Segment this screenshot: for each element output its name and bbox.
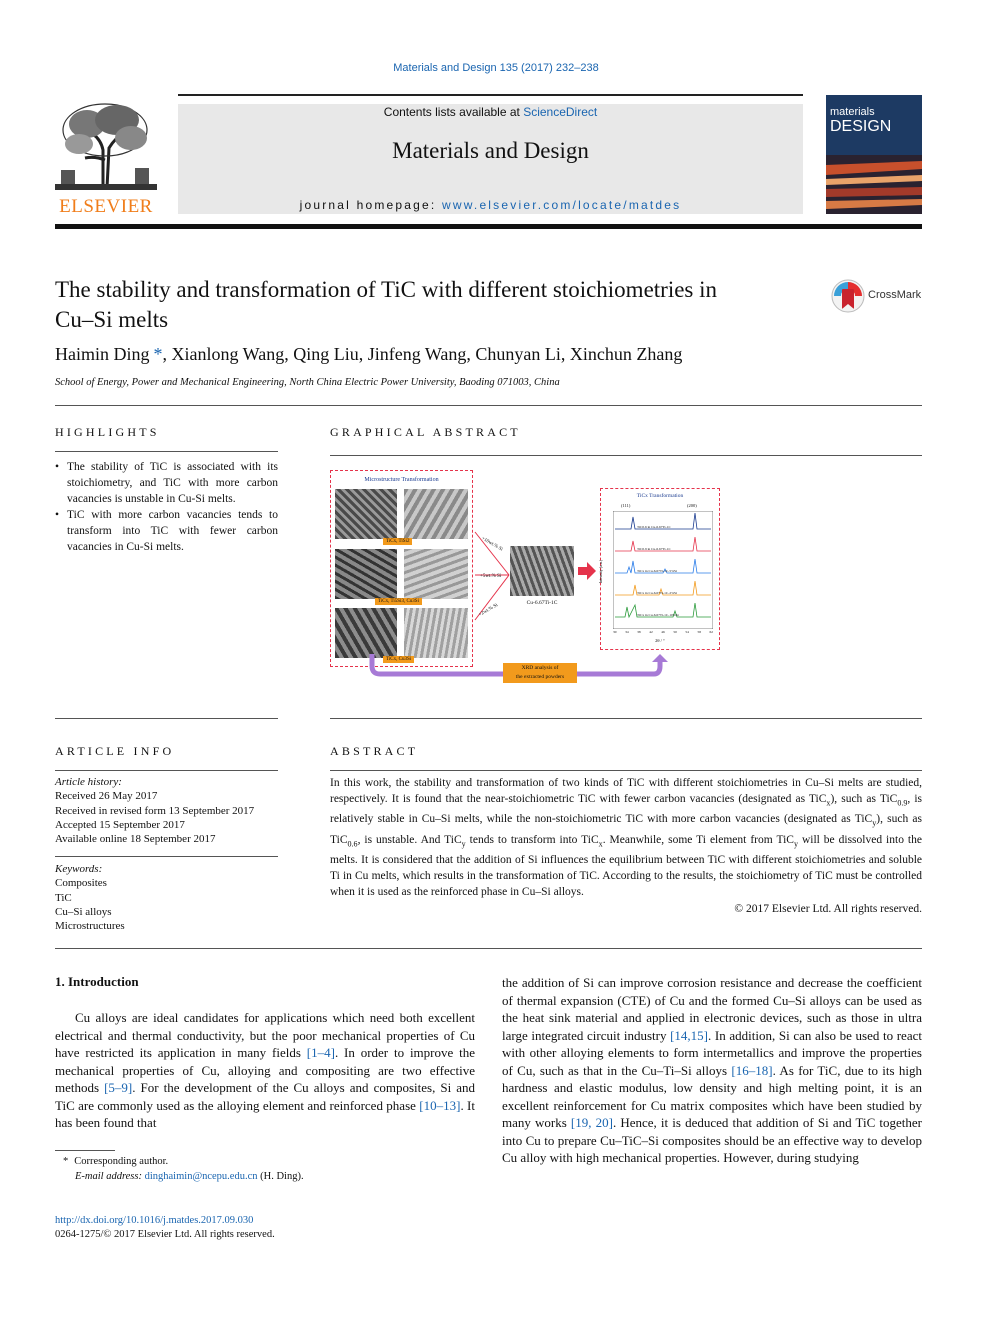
xrd-title: TiCx Transformation (636, 493, 684, 499)
contents-line (178, 105, 803, 119)
citation-link[interactable]: [5–9] (104, 1080, 133, 1095)
homepage-link[interactable]: www.elsevier.com/locate/matdes (441, 198, 682, 212)
sem-image-3a (335, 608, 397, 658)
highlight-text: TiC with more carbon vacancies tends to transform into TiC with fewer carbon vacancies in Cu-Si melts. (67, 509, 278, 553)
footnote-text: Corresponding author. (74, 1156, 169, 1167)
keyword: Cu–Si alloys (55, 905, 112, 918)
author-first: Haimin Ding (55, 344, 150, 364)
journal-header-box (178, 104, 803, 214)
xrd-panel (600, 488, 720, 650)
series-label-3: TiCx in Cu-6.67Ti-1C-5%Si (637, 569, 677, 573)
graphical-abstract-heading: GRAPHICAL ABSTRACT (330, 425, 521, 439)
arrow-label-1: +10wt.% Si (480, 536, 504, 553)
xtick: 38 (637, 630, 641, 634)
text-seg: the addition of Si can improve corrosion resistance and decrease the coefficient of thermal expansion (CTE) of Cu and the formed Cu–Si alloys can be used as the heat sink material and applied in electronic devices, such as those in ultra large integrated circuit industry (502, 975, 922, 1043)
footnote-corresponding (63, 1155, 304, 1170)
text-seg: . For the development of the Cu alloys and composites, Si and TiC are commonly used as the alloying element and reinforced phase (55, 1080, 475, 1113)
sub: 0.9 (897, 798, 908, 808)
xrd-xticks (613, 630, 713, 634)
journal-name: Materials and Design (392, 138, 589, 163)
history-online: Available online 18 September 2017 (55, 833, 216, 846)
homepage-line (178, 198, 803, 212)
abstract-text (330, 775, 922, 900)
footnote (63, 1155, 304, 1184)
xtick: 42 (649, 630, 653, 634)
crossmark-badge[interactable] (831, 279, 931, 313)
sub: x (598, 838, 603, 848)
abstract-seg: ), such as TiC (330, 813, 922, 846)
keyword: Microstructures (55, 920, 125, 933)
arrow-label-3: +2wt.% Si (478, 603, 499, 618)
arrow-label-2: +5wt.% Si (480, 574, 502, 579)
citation-link[interactable]: [14,15] (670, 1027, 709, 1043)
xtick: 54 (685, 630, 689, 634)
sem-image-2b (404, 549, 468, 599)
peak-label-111: (111) (621, 503, 631, 508)
crossmark-label: CrossMark (868, 289, 922, 301)
abstract-seg: . Meanwhile, some Ti element from TiC (602, 833, 794, 846)
sub: x (826, 798, 831, 808)
text-seg: . In order to improve the mechanical properties of Cu, alloying and compositing are two effective methods (55, 1045, 475, 1095)
text-seg: . It has been found that (55, 1097, 475, 1130)
intro-paragraph-1 (55, 1009, 475, 1132)
email-suffix: (H. Ding). (257, 1170, 304, 1182)
contents-prefix: Contents lists available at (383, 105, 524, 119)
microstructure-title: Microstructure Transformation (364, 477, 439, 483)
highlights-list (55, 459, 278, 555)
xrd-analysis-line-1: XRD analysis of (521, 665, 559, 671)
elsevier-logo[interactable] (55, 100, 157, 215)
title-line-2: Cu–Si melts (55, 307, 169, 332)
keyword: TiC (55, 891, 72, 904)
header-top-rule (178, 94, 803, 96)
copyright: © 2017 Elsevier Ltd. All rights reserved. (734, 903, 922, 915)
rule-highlights (55, 451, 278, 452)
rule-abstract-top (330, 718, 922, 719)
xrd-analysis-label (503, 663, 577, 683)
article-history (55, 775, 278, 846)
citation-link[interactable]: [19, 20] (570, 1115, 613, 1130)
xrd-ylabel: Intensity (a.u.) (598, 559, 604, 584)
journal-cover[interactable] (826, 95, 922, 214)
abstract-seg: , is unstable. And TiC (357, 833, 462, 846)
sub: y (461, 838, 466, 848)
rule-graphical (330, 455, 922, 456)
xtick: 30 (613, 630, 617, 634)
keywords-label: Keywords: (55, 863, 103, 875)
xtick: 62 (709, 630, 713, 634)
series-label-2: TiC0.9 in Cu-6.67Ti-1C (637, 547, 671, 551)
highlights-heading: HIGHLIGHTS (55, 425, 160, 439)
doi-link[interactable]: http://dx.doi.org/10.1016/j.matdes.2017.09.030 (55, 1215, 254, 1226)
sem-image-center (510, 546, 574, 596)
publisher-wordmark: ELSEVIER (59, 196, 153, 217)
series-label-4: TiCx in Cu-6.67Ti-1C-2%Si (637, 591, 677, 595)
history-label: Article history: (55, 776, 122, 788)
abstract-seg: tends to transform into TiC (465, 833, 599, 846)
microstructure-panel (330, 470, 473, 667)
citation-link[interactable]: [10–13] (419, 1097, 461, 1113)
peak-label-200: (200) (687, 503, 697, 508)
phase-label-1: TiCx, TiSi2 (383, 538, 412, 545)
highlight-text: The stability of TiC is associated with its stoichiometry, and TiC with more carbon vacancies is unstable in Cu-Si melts. (67, 461, 278, 505)
rule-abstract (330, 770, 922, 771)
abstract-seg: In this work, the stability and transformation of two kinds of TiC with different stoichiometries in Cu–Si melts are studied, respectively. It is found that the near-stoichiometric TiC with fewer carbon vacancies (designated as TiC (330, 777, 922, 805)
citation-link[interactable]: [16–18] (731, 1062, 773, 1078)
citation-link[interactable]: [1–4] (306, 1045, 335, 1060)
issn-line: 0264-1275/© 2017 Elsevier Ltd. All rights reserved. (55, 1229, 275, 1240)
rule-info-top (55, 718, 278, 719)
intro-heading: 1. Introduction (55, 974, 139, 989)
intro-paragraph-2 (502, 974, 922, 1167)
sub: 0.6 (347, 838, 358, 848)
series-label-5: TiCx in Cu-6.67Ti-1C-10%Si (637, 613, 679, 617)
author-list (55, 344, 682, 365)
sem-image-3b (404, 608, 468, 658)
rule-keywords (55, 856, 278, 857)
email-link[interactable]: dinghaimin@ncepu.edu.cn (144, 1170, 258, 1182)
elsevier-tree-icon (55, 100, 157, 192)
xtick: 58 (697, 630, 701, 634)
article-title (55, 275, 815, 335)
homepage-prefix: journal homepage: (299, 198, 442, 212)
highlight-item: • The stability of TiC is associated with its stoichiometry, and TiC with more carbon vacancies is unstable in Cu-Si melts. (55, 461, 278, 505)
xtick: 46 (661, 630, 665, 634)
author-others: , Xianlong Wang, Qing Liu, Jinfeng Wang, Chunyan Li, Xinchun Zhang (162, 344, 683, 364)
email-label: E-mail address: (75, 1170, 145, 1182)
title-line-1: The stability and transformation of TiC with different stoichiometries in (55, 277, 718, 302)
rule-info (55, 770, 278, 771)
xtick: 34 (625, 630, 629, 634)
article-info-heading: ARTICLE INFO (55, 744, 175, 758)
cover-title-1: materials (830, 106, 875, 118)
text-seg: . In addition, Si can also be used to react with other alloying elements to form intermetallics and improve the properties of Cu, such as that in the Cu–Ti–Si alloys (502, 1027, 922, 1078)
abstract-seg: will be dissolved into the melts. It is considered that the addition of Si influences the equilibrium between TiC with different stoichiometries and soluble Ti in Cu melts, which results in the transformation of TiC. According to the results, the stoichiometry of TiC must be controlled when it is used as the reinforced phase in Cu–Si alloys. (330, 833, 922, 898)
crossmark-icon (831, 279, 865, 313)
footnote-email (63, 1170, 304, 1185)
right-arrow-icon (578, 562, 596, 580)
xrd-analysis-line-2: the extracted powders (515, 674, 565, 680)
corresponding-author-link[interactable]: * (153, 344, 163, 364)
history-accepted: Accepted 15 September 2017 (55, 818, 185, 831)
abstract-seg: , is relatively stable in Cu–Si melts, while the non-stoichiometric TiC with more carbon vacancies (designated as TiC (330, 793, 922, 826)
footnote-star: * (63, 1156, 69, 1167)
cover-title-2: DESIGN (830, 118, 892, 135)
affiliation: School of Energy, Power and Mechanical Engineering, North China Electric Power University, Baoding 071003, China (55, 377, 560, 388)
text-seg: . Hence, it is deduced that addition of Si and TiC together into Cu to prepare Cu–TiC–Si composites should be an effective way to develop Cu alloy with high mechanical properties. However, during studying (502, 1115, 922, 1165)
rule-affiliation (55, 405, 922, 406)
abstract-heading: ABSTRACT (330, 744, 419, 758)
keyword: Composites (55, 877, 107, 890)
xtick: 50 (673, 630, 677, 634)
footnote-rule (55, 1150, 115, 1151)
rule-body (55, 948, 922, 949)
history-revised: Received in revised form 13 September 2017 (55, 804, 255, 817)
highlight-item: • TiC with more carbon vacancies tends to transform into TiC with fewer carbon vacancies in Cu-Si melts. (55, 509, 278, 553)
phase-label-3: TiCx, Cu3Si (383, 656, 414, 663)
history-received: Received 26 May 2017 (55, 790, 158, 803)
sem-image-1a (335, 489, 397, 539)
series-label-1: TiC0.6 in Cu-6.67Ti-1C (637, 525, 671, 529)
sem-image-1b (404, 489, 468, 539)
sciencedirect-link[interactable]: ScienceDirect (523, 105, 598, 119)
sub: y (793, 838, 798, 848)
text-seg: . As for TiC, due to its high hardness and elastic modulus, low density and high melting point, it is an excellent reinforcement for Cu matrix composites which have been studied by many works (502, 1062, 922, 1130)
xrd-xlabel: 2θ / ° (655, 638, 665, 643)
graphical-abstract-figure[interactable] (330, 470, 722, 685)
journal-citation[interactable]: Materials and Design 135 (2017) 232–238 (393, 62, 599, 74)
header-bottom-rule (55, 224, 922, 229)
text-seg: Cu alloys are ideal candidates for applications which need both excellent electrical and thermal conductivity, but the poor mechanical properties of Cu have restricted its application in many fields (55, 1010, 475, 1060)
keywords (55, 862, 278, 933)
phase-label-2: TiCx, Ti5Si3, Cu3Si (375, 598, 422, 605)
abstract-seg: ), such as TiC (830, 793, 898, 805)
center-label: Cu-6.67Ti-1C (526, 600, 558, 606)
sub: y (872, 818, 877, 828)
sem-image-2a (335, 549, 397, 599)
cover-artwork-icon (826, 155, 922, 214)
